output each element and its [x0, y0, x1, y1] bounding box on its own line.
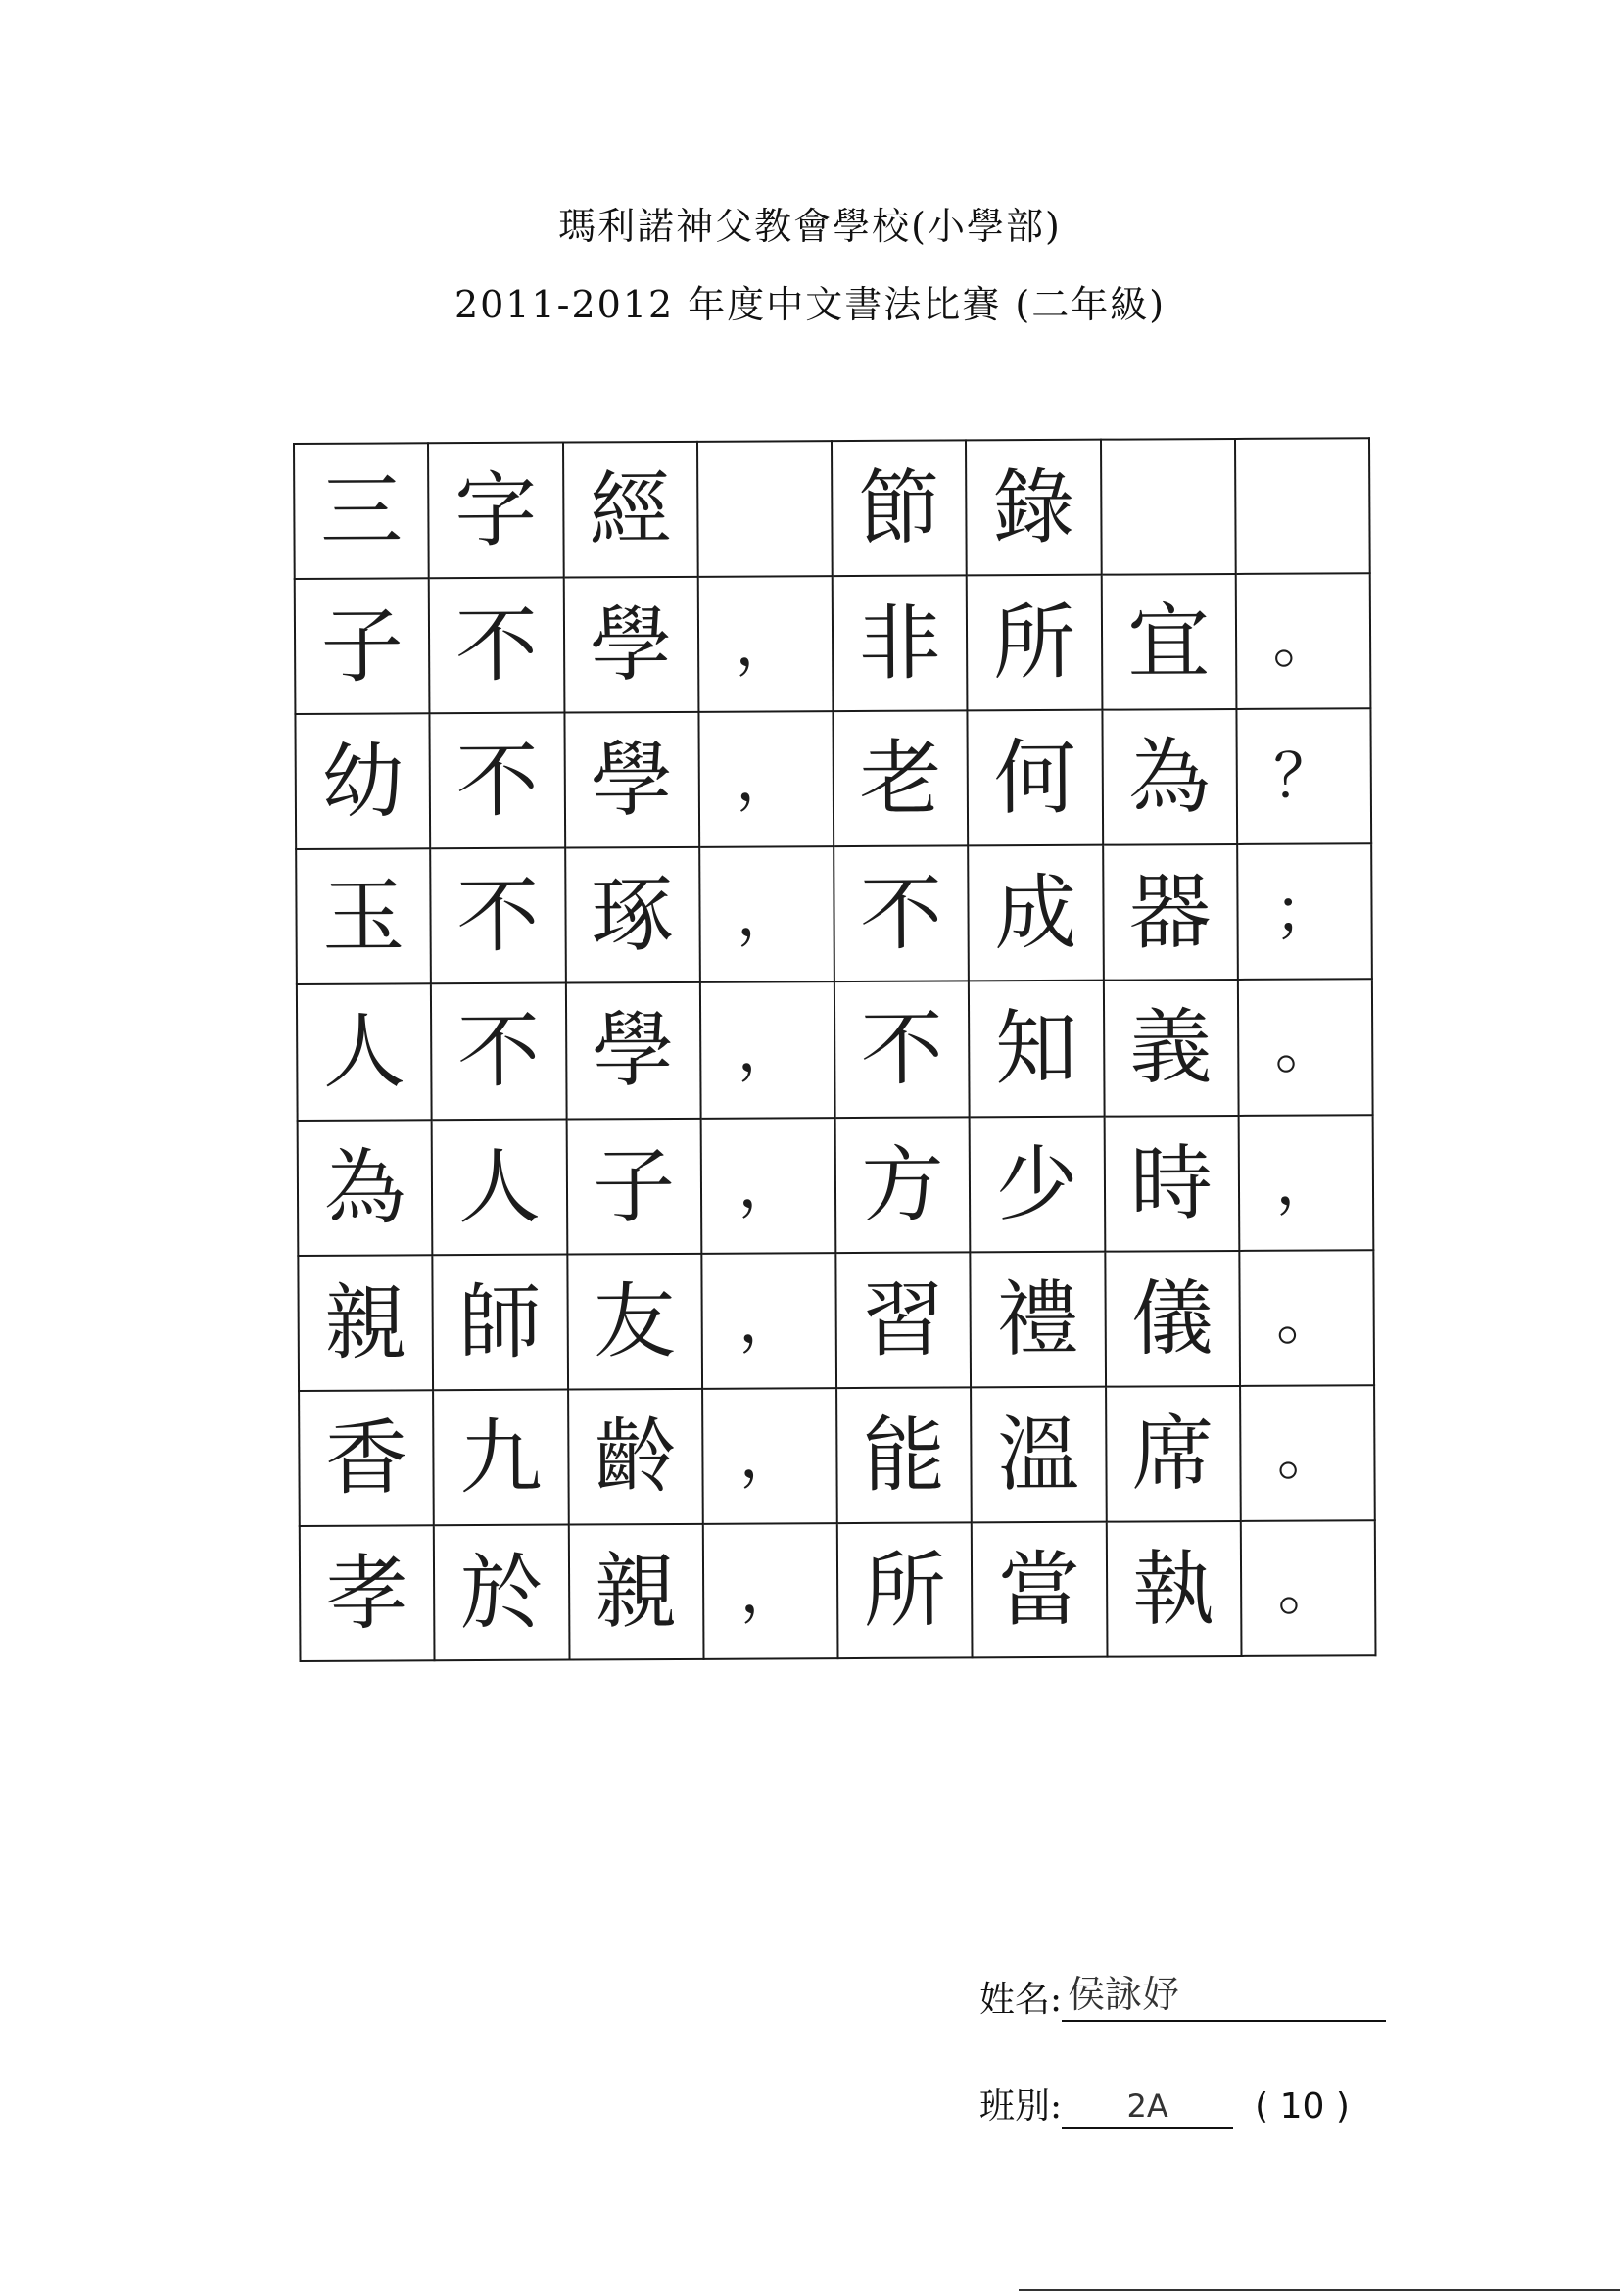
grid-cell: 。 — [1240, 1385, 1375, 1521]
grid-cell: 節 — [832, 440, 967, 576]
grid-cell: ？ — [1236, 708, 1371, 844]
grid-cell: 少 — [970, 1116, 1105, 1252]
class-number: ( 10 ) — [1255, 2086, 1350, 2127]
grid-cell: 子 — [566, 1118, 701, 1254]
grid-cell: 三 — [294, 443, 429, 579]
class-field — [979, 2079, 1350, 2129]
grid-cell: 友 — [567, 1253, 702, 1389]
grid-row — [299, 1385, 1375, 1526]
grid-cell: 學 — [563, 577, 698, 713]
grid-cell: 時 — [1104, 1116, 1239, 1252]
grid-cell: 不 — [430, 848, 565, 984]
grid-cell: ， — [700, 982, 835, 1119]
grid-cell: ， — [699, 846, 834, 982]
grid-cell: 人 — [432, 1119, 567, 1255]
grid-cell: 。 — [1241, 1520, 1376, 1656]
grid-cell: 字 — [428, 443, 563, 579]
grid-cell: 儀 — [1105, 1251, 1240, 1387]
grid-cell: 香 — [299, 1390, 434, 1526]
grid-cell: 方 — [835, 1117, 971, 1253]
grid-row — [294, 438, 1370, 579]
grid-cell: ， — [700, 1118, 835, 1254]
grid-cell: ， — [1238, 1115, 1373, 1251]
grid-cell: 所 — [837, 1522, 973, 1658]
grid-cell: 玉 — [296, 849, 431, 985]
grid-cell: 非 — [833, 576, 968, 712]
calligraphy-grid-body — [294, 438, 1375, 1661]
calligraphy-grid — [293, 437, 1377, 1662]
grid-cell: 琢 — [565, 847, 700, 983]
grid-cell: ， — [698, 711, 834, 847]
grid-cell: 器 — [1103, 844, 1238, 981]
grid-cell — [1235, 438, 1370, 574]
grid-cell: ； — [1237, 844, 1372, 981]
grid-cell: 老 — [833, 711, 968, 847]
name-value: 侯詠妤 — [1062, 1964, 1386, 2022]
grid-cell: 不 — [430, 713, 565, 849]
grid-cell: 親 — [298, 1255, 433, 1391]
grid-cell: 學 — [564, 712, 699, 848]
grid-row — [298, 1115, 1374, 1256]
grid-cell: 成 — [968, 845, 1103, 981]
grid-cell: 禮 — [971, 1251, 1106, 1387]
grid-cell: 不 — [431, 983, 566, 1120]
grid-cell — [1100, 439, 1235, 575]
grid-cell: 知 — [969, 981, 1104, 1117]
grid-cell: 幼 — [295, 713, 430, 849]
grid-cell: 孝 — [300, 1525, 435, 1661]
grid-cell: 習 — [835, 1252, 971, 1388]
name-label: 姓名: — [979, 1980, 1063, 2020]
grid-cell: 所 — [967, 575, 1102, 711]
name-field — [979, 1964, 1386, 2022]
school-title: 瑪利諾神父教會學校(小學部) — [558, 205, 1062, 248]
grid-cell: 能 — [836, 1387, 972, 1523]
class-label: 班別: — [979, 2086, 1063, 2127]
grid-cell: 何 — [968, 710, 1103, 846]
grid-cell: ， — [697, 576, 833, 712]
grid-cell: 經 — [563, 442, 698, 578]
grid-cell: 宜 — [1101, 574, 1236, 710]
grid-cell: 於 — [434, 1524, 569, 1660]
grid-row — [296, 844, 1372, 985]
grid-row — [298, 1250, 1374, 1391]
grid-cell: ， — [703, 1523, 838, 1659]
grid-cell: 。 — [1235, 573, 1370, 709]
grid-cell: 為 — [1102, 709, 1237, 845]
grid-cell: 義 — [1103, 980, 1238, 1116]
grid-cell: 溫 — [971, 1386, 1106, 1522]
grid-cell: 親 — [568, 1524, 703, 1660]
grid-cell: 。 — [1238, 980, 1373, 1116]
grid-cell: 學 — [565, 982, 700, 1119]
grid-cell — [697, 441, 833, 577]
grid-row — [295, 573, 1371, 714]
grid-row — [300, 1520, 1376, 1661]
grid-cell: 子 — [295, 578, 430, 714]
grid-cell: 師 — [433, 1254, 568, 1390]
grid-cell: 不 — [834, 981, 970, 1118]
grid-row — [295, 708, 1371, 849]
grid-cell: 齡 — [568, 1389, 703, 1525]
grid-row — [297, 980, 1373, 1121]
grid-cell: ， — [701, 1253, 836, 1389]
grid-cell: 錄 — [966, 440, 1101, 576]
grid-cell: 九 — [433, 1389, 568, 1525]
class-value: 2A — [1062, 2087, 1233, 2129]
grid-cell: 為 — [298, 1120, 433, 1256]
competition-title: 2011-2012 年度中文書法比賽 (二年級) — [453, 283, 1167, 326]
grid-cell: 執 — [1106, 1521, 1241, 1657]
grid-cell: 當 — [972, 1522, 1107, 1658]
grid-cell: ， — [702, 1388, 837, 1524]
grid-cell: 。 — [1239, 1250, 1374, 1386]
grid-cell: 不 — [429, 578, 564, 714]
grid-cell: 席 — [1106, 1386, 1241, 1522]
grid-cell: 人 — [297, 984, 432, 1121]
bottom-divider — [1019, 2289, 1620, 2291]
grid-cell: 不 — [834, 846, 969, 982]
